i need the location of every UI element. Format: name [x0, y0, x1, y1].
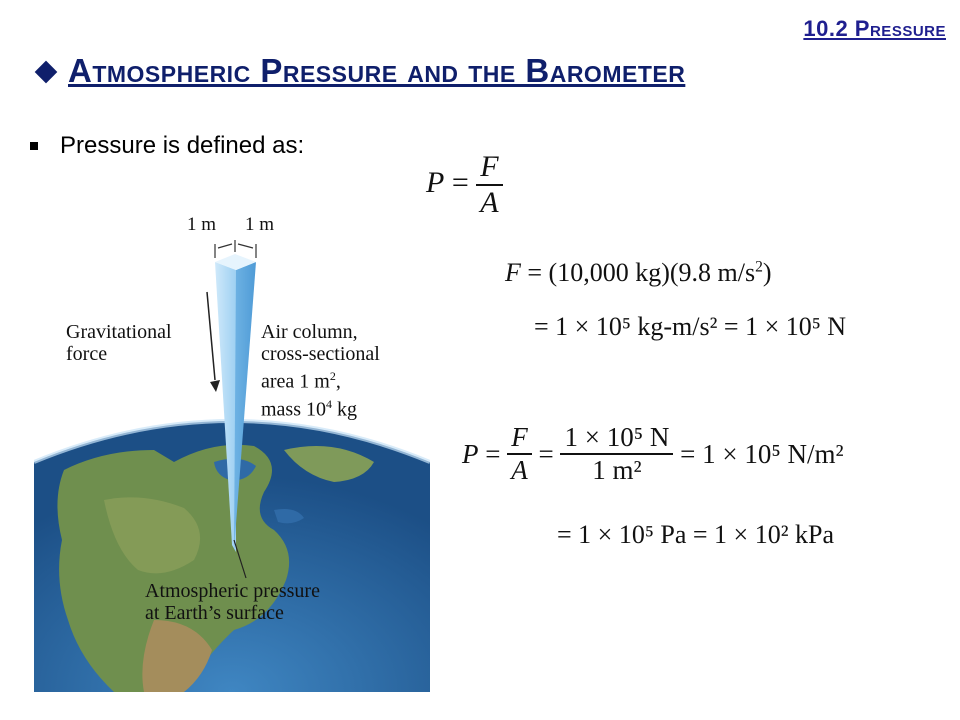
air-column-label: Air column, cross-sectional area 1 $m^2$, mass $10^4$ kg: [261, 321, 380, 421]
bullet-item: [30, 132, 304, 160]
pressure-definition-equation: P = $\frac{F}{A}$: [426, 150, 503, 220]
diamond-bullet-icon: [35, 61, 58, 84]
atmosphere-figure: [34, 200, 430, 692]
square-bullet-icon: [30, 142, 38, 150]
surface-label: Atmospheric pressure at Earth’s surface: [145, 580, 320, 624]
label-1m-left: 1 m: [187, 214, 217, 235]
slide-title: Atmospheric Pressure and the Barometer: [68, 52, 686, 89]
label-1m-right: 1 m: [245, 214, 275, 235]
pressure-equation-line-2: = 1 × 10⁵ Pa = 1 × 10² kPa: [557, 520, 835, 549]
section-tag: 10.2 Pressure: [803, 16, 946, 41]
gravity-label: Gravitational force: [66, 321, 172, 365]
force-equation-line-1: F = (10,000 kg)(9.8 $m/s^2$): [505, 258, 772, 287]
force-equation-line-2: = 1 × 10⁵ kg-m/s² = 1 × 10⁵ N: [534, 312, 847, 341]
pressure-equation-line-1: P = $\frac{F}{A}$ = $\frac{\text{1 × 10⁵ N}}{\text{1 m²}}$ = 1 × 10⁵ N/m²: [462, 422, 844, 485]
slide-title-row: [38, 52, 685, 90]
bullet-text: Pressure is defined as:: [60, 132, 305, 159]
